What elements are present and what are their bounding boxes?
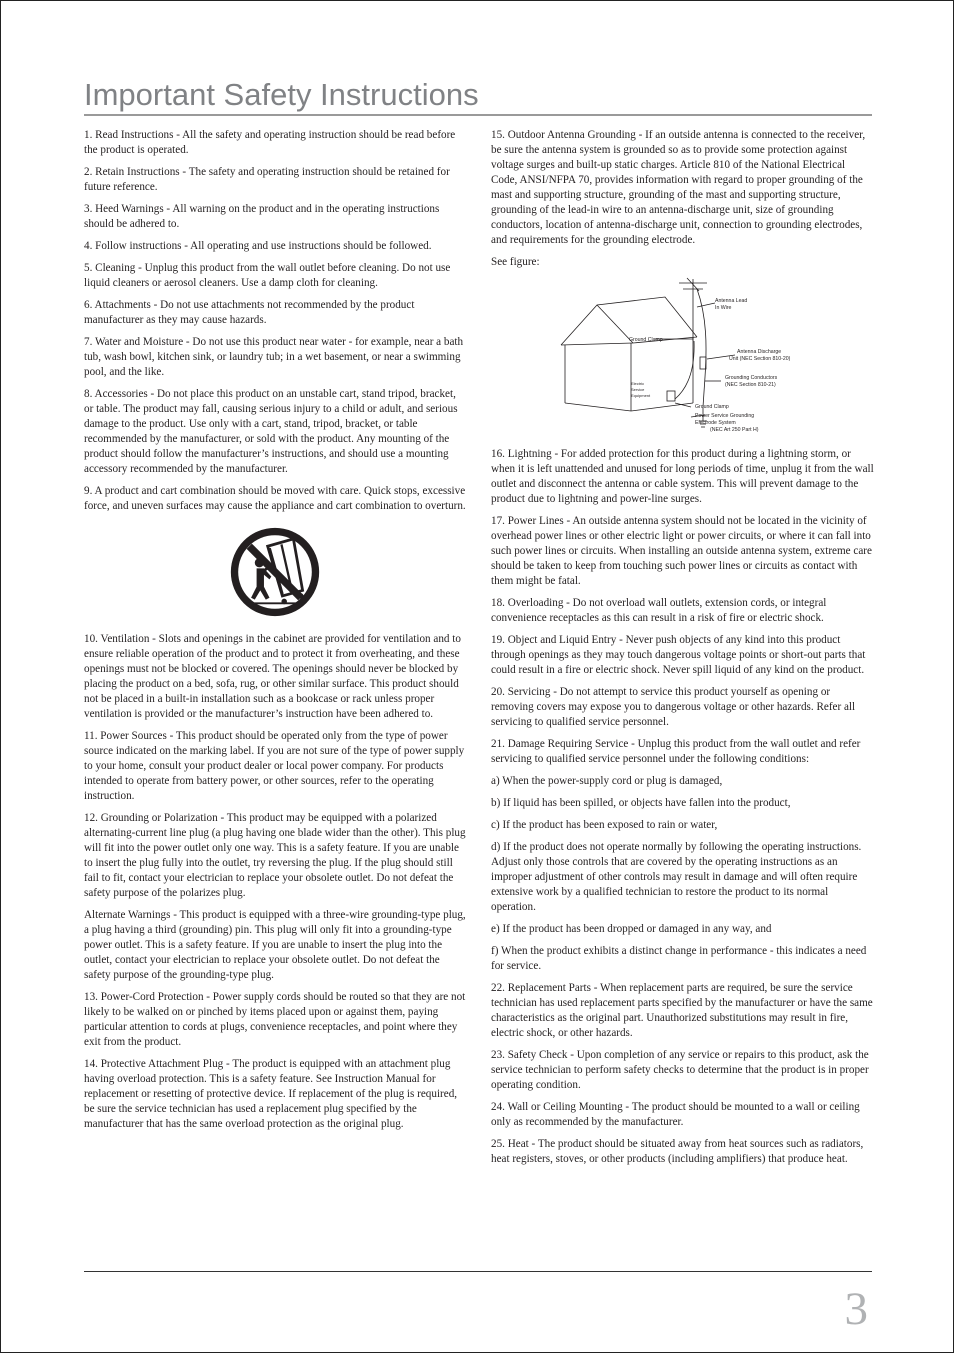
left-column	[84, 128, 466, 1139]
figure-label-discharge: Antenna Discharge	[737, 349, 782, 355]
figure-label-antenna-lead: Antenna Lead	[715, 298, 748, 304]
figure-label-grounding-conductors-2: (NEC Section 810-21)	[725, 382, 776, 388]
instruction-18: 18. Overloading - Do not overload wall outlets, extension cords, or integral convenience receptacles as this can result in a risk of fire or electric shock.	[491, 597, 827, 624]
instruction-8: 8. Accessories - Do not place this product on an unstable cart, stand tripod, bracket, or table. The product may fall, causing serious injury to a child or adult, and serious damage to the product. Use only with a cart, stand, tripod, bracket, or table recommended by the manufacturer, or sold with the product. Any mounting of the product should follow the manufacturer’s instructions, and should use a mounting accessory recommended by the manufacturer.	[84, 388, 458, 475]
figure-label-power-service-2: Electrode System	[695, 420, 736, 426]
instruction-12: 12. Grounding or Polarization - This product may be equipped with a polarized alternating-current line plug (a plug having one blade wider than the other). This plug will fit into the power outlet only one way. This is a safety feature. If you are unable to insert the plug fully into the outlet, try reversing the plug. If the plug should still fail to fit, contact your electrician to replace your obsolete outlet. Do not defeat the safety purpose of the polarizes plug.	[84, 812, 466, 899]
instruction-11: 11. Power Sources - This product should be operated only from the type of power source indicated on the marking label. If you are not sure of the type of power supply to your home, consult your product dealer or local power company. For products intended to operate from battery power, or other sources, refer to the operating instruction.	[84, 730, 465, 802]
instruction-6: 6. Attachments - Do not use attachments not recommended by the product manufacturer as they may cause hazards.	[84, 299, 415, 326]
instruction-23: 23. Safety Check - Upon completion of any service or repairs to this product, ask the service technician to perform safety checks to determine that the product is in proper operating condition.	[491, 1049, 869, 1091]
figure-label-in-wire: In Wire	[715, 305, 732, 311]
condition-d: d) If the product does not operate normally by following the operating instructions. Adjust only those controls that are covered by the operating instructions as an improper adjustment of other controls may result in damage and will often require extensive work by a qualified technician to restore the product to its normal operation.	[491, 841, 862, 913]
instruction-2: 2. Retain Instructions - The safety and operating instruction should be retained for future reference.	[84, 166, 450, 193]
condition-c: c) If the product has been exposed to rain or water,	[491, 819, 718, 831]
figure-label-electric-3: Equipment	[631, 393, 651, 398]
figure-label-electric-1: Electric	[631, 381, 645, 386]
instruction-17: 17. Power Lines - An outside antenna system should not be located in the vicinity of overhead power lines or other electric light or power circuits, or where it can fall into such power lines or circuits. When installing an outside antenna system, extreme care should be taken to keep from touching such power lines or circuits as contact with them might be fatal.	[491, 515, 872, 587]
cart-tip-over-warning-icon	[229, 526, 321, 618]
condition-b: b) If liquid has been spilled, or objects have fallen into the product,	[491, 797, 791, 809]
page-number: 3	[844, 1283, 868, 1335]
instruction-1: 1. Read Instructions - All the safety and operating instruction should be read before the product is operated.	[84, 129, 456, 156]
figure-label-power-service-1: Power Service Grounding	[695, 413, 755, 419]
instruction-9: 9. A product and cart combination should be moved with care. Quick stops, excessive force, and uneven surfaces may cause the appliance and cart combination to overturn.	[84, 485, 466, 512]
instruction-13: 13. Power-Cord Protection - Power supply cords should be routed so that they are not likely to be walked on or pinched by items placed upon or against them, paying particular attention to cords at plugs, convenience receptacles, and point where they exit from the product.	[84, 991, 466, 1048]
instruction-22: 22. Replacement Parts - When replacement parts are required, be sure the service technician has used replacement parts specified by the manufacturer or have the same characteristics as the original part. Unauthorized substitutions may result in fire, electric shock, or other hazards.	[491, 982, 873, 1039]
instruction-19: 19. Object and Liquid Entry - Never push objects of any kind into this product through openings as they may touch dangerous voltage points or short-out parts that could result in a fire or electric shock. Never spill liquid of any kind on the product.	[491, 634, 866, 676]
figure-label-ground-clamp-bottom: Ground Clamp	[695, 404, 729, 410]
instruction-15: 15. Outdoor Antenna Grounding - If an outside antenna is connected to the receiver, be sure the antenna system is grounded so as to provide some protection against voltage surges and built-up static charges. Article 810 of the National Electrical Code, ANSI/NFPA 70, provides information with regard to proper grounding of the mast and supporting structure, grounding of the mast and supporting structure, grounding of the lead-in wire to an antenna-discharge unit, size of grounding conductors, location of antenna-discharge unit, connection to grounding electrodes, and requirements for the grounding electrode.	[491, 129, 866, 246]
instruction-4: 4. Follow instructions - All operating and use instructions should be followed.	[84, 240, 432, 252]
page-title: Important Safety Instructions	[84, 77, 479, 112]
alternate-warnings: Alternate Warnings - This product is equipped with a three-wire grounding-type plug, a plug having a third (grounding) pin. This plug will only fit into a grounding-type power outlet. This is a safety feature. If you are unable to insert the plug into the outlet, contact your electrician to replace your obsolete outlet. Do not defeat the safety purpose of the grounding-type plug.	[84, 909, 466, 981]
right-column	[491, 128, 874, 1174]
instruction-3: 3. Heed Warnings - All warning on the product and in the operating instructions should be adhered to.	[84, 203, 440, 230]
condition-f: f) When the product exhibits a distinct change in performance - this indicates a need for service.	[491, 945, 867, 972]
instruction-7: 7. Water and Moisture - Do not use this product near water - for example, near a bath tub, wash bowl, kitchen sink, or laundry tub; in a wet basement, or near a swimming pool, and the like.	[84, 336, 464, 378]
condition-a: a) When the power-supply cord or plug is damaged,	[491, 775, 723, 787]
instruction-25: 25. Heat - The product should be situated away from heat sources such as radiators, heat registers, stoves, or other products (including amplifiers) that produce heat.	[491, 1138, 864, 1165]
figure-label-ground-clamp-top: Ground Clamp	[629, 337, 663, 343]
footer-divider	[84, 1271, 872, 1272]
figure-label-power-service-3: (NEC Art 250 Part H)	[710, 427, 759, 433]
instruction-20: 20. Servicing - Do not attempt to service this product yourself as opening or removing covers may expose you to dangerous voltage or other hazards. Refer all servicing to qualified service personnel.	[491, 686, 856, 728]
instruction-24: 24. Wall or Ceiling Mounting - The product should be mounted to a wall or ceiling only as recommended by the manufacturer.	[491, 1101, 860, 1128]
condition-e: e) If the product has been dropped or damaged in any way, and	[491, 923, 772, 935]
figure-label-grounding-conductors: Grounding Conductors	[725, 375, 778, 381]
instruction-14: 14. Protective Attachment Plug - The product is equipped with an attachment plug having overload protection. This is a safety feature. See Instruction Manual for replacement or resetting of protective device. If replacement of the plug is required, be sure the service technician has used a replacement plug specified by the manufacturer that has the same overload protection as the original plug.	[84, 1058, 458, 1130]
antenna-grounding-diagram	[557, 277, 807, 437]
instruction-16: 16. Lightning - For added protection for this product during a lightning storm, or when it is left unattended and unused for long periods of time, unplug it from the wall outlet and disconnect the antenna or cable system. This will prevent damage to the product due to lightning and power-line surges.	[491, 448, 874, 505]
instruction-10: 10. Ventilation - Slots and openings in the cabinet are provided for ventilation and to ensure reliable operation of the product and to protect it from overheating, and these openings must not be blocked or covered. The openings should never be blocked by placing the product on a bed, sofa, rug, or other similar surface. This product should not be placed in a built-in installation such as a bookcase or rack unless proper ventilation is provided or the manufacturer’s instruction have been adhered to.	[84, 633, 461, 720]
figure-label-electric-2: Service	[631, 387, 645, 392]
see-figure-label: See figure:	[491, 256, 540, 268]
instruction-5: 5. Cleaning - Unplug this product from the wall outlet before cleaning. Do not use liquid cleaners or aerosol cleaners. Use a damp cloth for cleaning.	[84, 262, 451, 289]
figure-label-discharge-2: Unit (NEC Section 810-20)	[729, 356, 791, 362]
title-divider	[84, 114, 872, 116]
instruction-21: 21. Damage Requiring Service - Unplug this product from the wall outlet and refer servicing to qualified service personnel under the following conditions:	[491, 738, 861, 765]
